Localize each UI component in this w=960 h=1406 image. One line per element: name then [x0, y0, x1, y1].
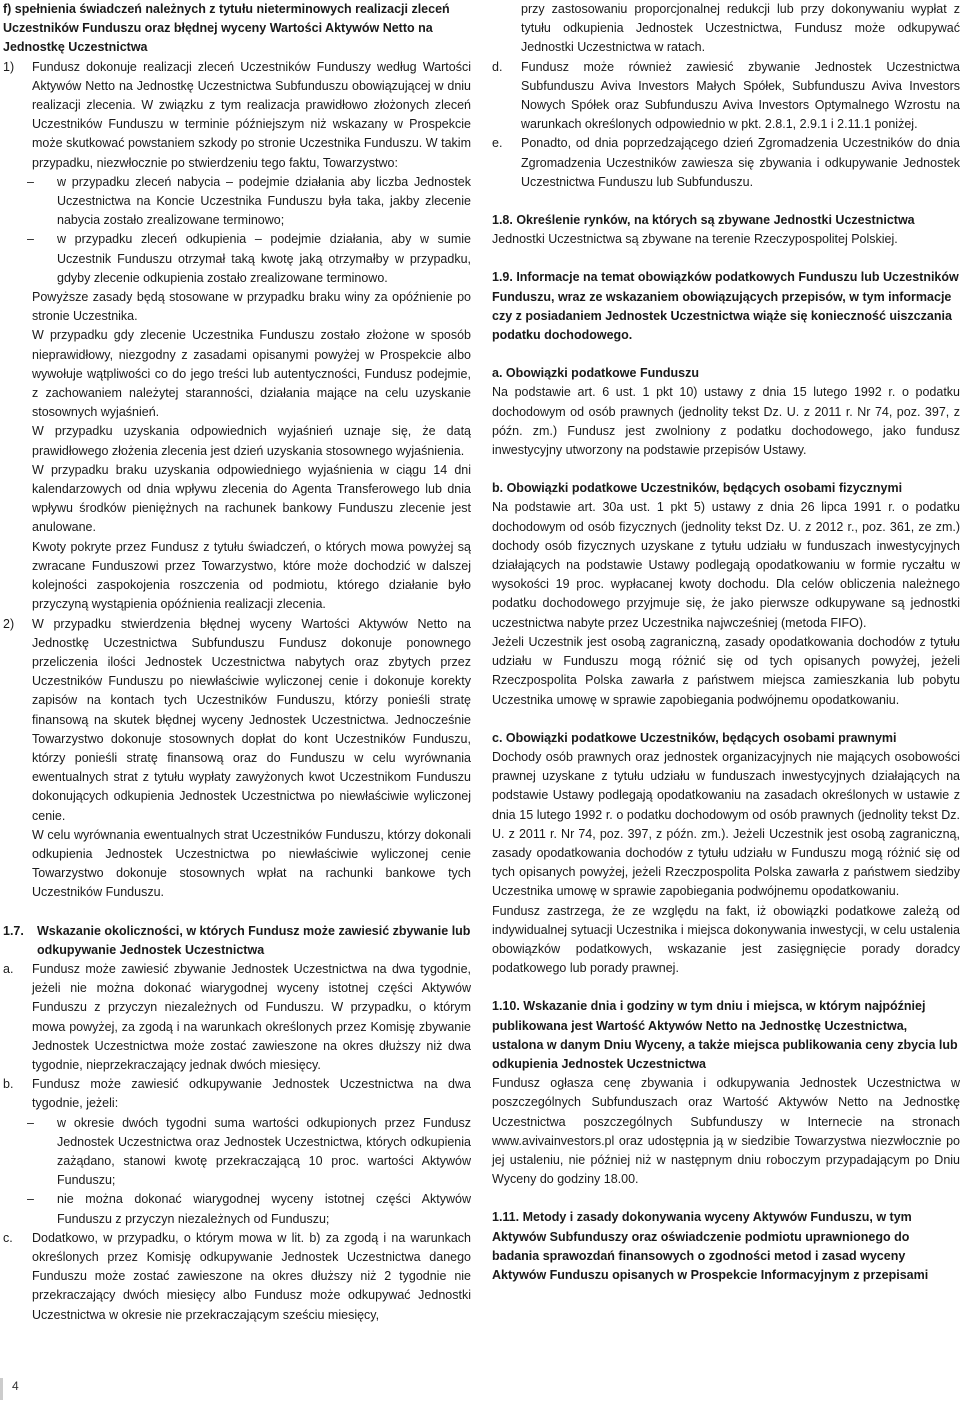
- point-2: [3, 615, 471, 826]
- list-item-e: e. Ponadto, od dnia poprzedzającego dzień Zgromadzenia Uczestników do dnia Zgromadzenia Uczestników zawiesza się zbywania i odkupywanie Jednostek Uczestnictwa Funduszu lub Subfunduszu.: [492, 136, 960, 189]
- list-item-d: d. Fundusz może również zawiesić zbywanie Jednostek Uczestnictwa Subfunduszu Aviva Investors Małych Spółek, Subfunduszu Aviva Investors Nowych Spółek oraz Subfunduszu Aviva Investors Optymalnego Wzrostu na warunkach określonych odpowiednio w pkt. 2.8.1, 2.9.1 i 2.11.1 poniżej.: [492, 59, 960, 132]
- left-column: [3, 0, 471, 1325]
- paragraph: W przypadku gdy zlecenie Uczestnika Funduszu zostało złożone w sposób nieprawidłowy, niezgodny z zasadami opisanymi powyżej w Prospekcie albo wywołuje wątpliwości co do jego treści lub autentyczności, Fundusz podejmie, z zachowaniem należytej staranności, działania mające na celu uzyskanie stosownych wyjaśnień.: [32, 328, 471, 420]
- paragraph: Dochody osób prawnych oraz jednostek organizacyjnych nie mających osobowości prawnej uzyskane z tytułu udziału w funduszach inwestycyjnych działających na podstawie Ustawy podlegają opodatkowaniu na zasadach określonych w ustawie z dnia 15 lutego 1992 r. o podatku dochodowym od osób prawnych (jednolity tekst Dz. U. z 2011 r. Nr 74, poz. 397, z późn. zm.). Jeżeli Uczestnik jest osobą zagraniczną, zasady opodatkowania dochodów z tytułu udziału w Funduszu mogą różnić się od tych opisanych powyżej, jeżeli Rzeczpospolita Polska zawarła z państwem siedziby Uczestnika umowę w sprawie zapobiegania podwójnemu opodatkowaniu.: [492, 749, 960, 899]
- paragraph: Powyższe zasady będą stosowane w przypadku braku winy za opóźnienie po stronie Uczestnika.: [32, 290, 471, 324]
- paragraph: W przypadku uzyskania odpowiednich wyjaśnień uznaje się, że datą prawidłowego złożenia zlecenia jest dzień uzyskania stosownego wyjaśnienia.: [32, 424, 471, 458]
- list-item-b: b. Fundusz może zawiesić odkupywanie Jednostek Uczestnictwa na dwa tygodnie, jeżeli:: [3, 1077, 471, 1111]
- list-item-b-dash-2: – nie można dokonać wiarygodnej wyceny istotnej części Aktywów Funduszu z przyczyn niezależnych od Funduszu;: [27, 1192, 471, 1226]
- paragraph: W przypadku braku uzyskania odpowiedniego wyjaśnienia w ciągu 14 dni kalendarzowych od dnia wpływu zlecenia do Agenta Transferowego lub dnia wpływu środków pieniężnych na rachunek bankowy Funduszu zlecenie jest anulowane.: [32, 462, 471, 535]
- point-1-dash-1: – w przypadku zleceń nabycia – podejmie działania aby liczba Jednostek Uczestnictwa na Koncie Uczestnika Funduszu była taka, jakby zlecenie nabycia zostało zrealizowane terminowo;: [27, 174, 471, 228]
- paragraph: Fundusz ogłasza cenę zbywania i odkupywania Jednostek Uczestnictwa w poszczególnych Subfunduszach oraz Wartość Aktywów Netto na Jednostkę Uczestnictwa poszczególnych Subfunduszy w Internecie na stronach www.avivainvestors.pl oraz udostępnia ją w siedzibie Towarzystwa niezwłocznie po jej ustaleniu, nie później niż w następnym dniu roboczym przypadającym po Dniu Wyceny do godziny 18.00.: [492, 1076, 960, 1187]
- subsection-b-heading: b. Obowiązki podatkowe Uczestników, będących osobami fizycznymi: [492, 481, 903, 496]
- point-1-text: Fundusz dokonuje realizacji zleceń Uczestników Funduszy według Wartości Aktywów Netto na Jednostkę Uczestnictwa Subfunduszu obowiązującej w dniu realizacji zlecenia. W związku z tym realizacja prawidłowo złożonych zleceń Uczestników Funduszu w terminie późniejszym niż wskazany w Prospekcie może skutkować powstaniem szkody po stronie Uczestnika Funduszu. W takim przypadku, niezwłocznie po stwierdzeniu tego faktu, Towarzystwo:: [32, 59, 471, 170]
- section-1-9-heading: 1.9. Informacje na temat obowiązków podatkowych Funduszu lub Uczestników Funduszu, wraz ze wskazaniem obowiązujących przepisów, w tym informacje czy z posiadaniem Jednostek Uczestnictwa wiąże się konieczność uiszczania podatku dochodowego.: [492, 270, 959, 343]
- list-item-c-continued: przy zastosowaniu proporcjonalnej redukcji lub przy dokonywaniu wypłat z tytułu odkupienia Jednostek Uczestnictwa, Fundusz może odkupywać Jednostki Uczestnictwa w ratach.: [521, 2, 960, 55]
- paragraph: Fundusz zastrzega, że ze względu na fakt, iż obowiązki podatkowe zależą od indywidualnej sytuacji Uczestnika i miejsca dokonywania inwestycji, w celu ustalenia obowiązków podatkowych, wskazanie jest zasięgnięcie porady doradcy podatkowego lub porady prawnej.: [492, 903, 960, 976]
- list-item-c: c. Dodatkowo, w przypadku, o którym mowa w lit. b) za zgodą i na warunkach określonych przez Komisję odkupywanie Jednostek Uczestnictwa danego Funduszu może zostać zawieszone na okres dłuższy niż 2 tygodnie nie przekraczający dwóch miesięcy albo Fundusz może odkupywać Jednostki Uczestnictwa w okresie nie przekraczającym sześciu miesięcy,: [3, 1230, 471, 1322]
- point-1: [3, 58, 471, 173]
- paragraph: Na podstawie art. 6 ust. 1 pkt 10) ustawy z dnia 15 lutego 1992 r. o podatku dochodowym od osób prawnych (jednolity tekst Dz. U. z 2011 r. Nr 74, poz. 397, z późn. zm.) Fundusz jest zwolniony z podatku dochodowego, jako fundusz inwestycyjny utworzony na podstawie przepisów Ustawy.: [492, 385, 960, 458]
- section-1-8-heading: 1.8. Określenie rynków, na których są zbywane Jednostki Uczestnictwa: [492, 213, 915, 228]
- paragraph: W celu wyrównania ewentualnych strat Uczestników Funduszu, którzy dokonali odkupienia Jednostek Uczestnictwa po niewłaściwie wyliczonej cenie Towarzystwo dokonuje stosownych wpłat na rachunki bankowe tych Uczestników Funduszu.: [32, 827, 471, 900]
- section-f-heading: f) spełnienia świadczeń należnych z tytułu nieterminowych realizacji zleceń Uczestników Funduszu oraz błędnej wyceny Wartości Aktywów Netto na Jednostkę Uczestnictwa: [3, 2, 450, 55]
- paragraph: Jednostki Uczestnictwa są zbywane na terenie Rzeczypospolitej Polskiej.: [492, 232, 898, 247]
- page-number: 4: [12, 1379, 19, 1393]
- point-1-marker: 1): [3, 59, 15, 74]
- list-item-b-dash-1: – w okresie dwóch tygodni suma wartości odkupionych przez Fundusz Jednostek Uczestnictwa oraz Jednostek Uczestnictwa, których odkupienia zażądano, stanowi kwotę przekraczającą 10 proc. wartości Aktywów Funduszu;: [27, 1115, 471, 1188]
- list-item-a: a. Fundusz może zawiesić zbywanie Jednostek Uczestnictwa na dwa tygodnie, jeżeli nie można dokonać wiarygodnej wyceny istotnej części Aktywów Funduszu z przyczyn niezależnych od Funduszu. W przypadku, o którym mowa powyżej, za zgodą i na warunkach określonych przez Komisję zbywanie Jednostek Uczestnictwa może zostać zawieszone na okres dłuższy niż dwa tygodnie, nieprzekraczający jednak dwóch miesięcy.: [3, 961, 471, 1072]
- paragraph: Kwoty pokryte przez Fundusz z tytułu świadczeń, o których mowa powyżej są zwracane Funduszowi przez Towarzystwo, które może dochodzić w dalszej kolejności zaspokojenia roszczenia od podmiotu, którego działanie było przyczyną wystąpienia opóźnienia realizacji zlecenia.: [32, 539, 471, 612]
- section-1-10-heading: 1.10. Wskazanie dnia i godziny w tym dniu i miejsca, w którym najpóźniej publikowana jest Wartość Aktywów Netto na Jednostkę Uczestnictwa, ustalona w danym Dniu Wyceny, a także miejsca publikowania ceny zbycia lub odkupienia Jednostek Uczestnictwa: [492, 999, 958, 1071]
- section-1-11-heading: 1.11. Metody i zasady dokonywania wyceny Aktywów Funduszu, w tym Aktywów Subfunduszy oraz oświadczenie podmiotu uprawnionego do badania sprawozdań finansowych o zgodności metod i zasad wyceny Aktywów Funduszu opisanych w Prospekcie Informacyjnym z przepisami: [492, 1210, 929, 1282]
- paragraph: Na podstawie art. 30a ust. 1 pkt 5) ustawy z dnia 26 lipca 1991 r. o podatku dochodowym od osób fizycznych (jednolity tekst Dz. U. z 2012 r., poz. 361, ze zm.) dochody osób fizycznych uzyskane z tytułu udziału w funduszach inwestycyjnych działających na podstawie Ustawy podlegają opodatkowaniu w formie ryczałtu w wysokości 19 proc. wypłacanej kwoty dochodu. Dla celów obliczenia należnego podatku dochodowego przyjmuje się, że jako pierwsze odkupywane są jednostki uczestnictwa nabyte przez Uczestnika najwcześniej (metoda FIFO).: [492, 500, 960, 630]
- point-2-marker: 2): [3, 616, 15, 631]
- point-1-dash-2: – w przypadku zleceń odkupienia – podejmie działania, aby w sumie Uczestnik Funduszu otrzymał taką kwotę jaką otrzymałby w przypadku, gdyby zlecenie odkupienia zostało zrealizowane terminowo.: [27, 232, 471, 285]
- section-1-7-heading: 1.7. Wskazanie okoliczności, w których Fundusz może zawiesić zbywanie lub odkupywanie Jednostek Uczestnictwa: [3, 923, 471, 957]
- right-column: [492, 0, 960, 1285]
- paragraph: Jeżeli Uczestnik jest osobą zagraniczną, zasady opodatkowania dochodów z tytułu udziału w Funduszu mogą różnić się od tych opisanych powyżej, jeżeli Rzeczpospolita Polska zawarła z państwem miejsca zamieszkania lub pobytu Uczestnika umowę w sprawie zapobiegania podwójnemu opodatkowaniu.: [492, 634, 960, 707]
- page-edge-marker: [0, 1378, 3, 1400]
- subsection-a-heading: a. Obowiązki podatkowe Funduszu: [492, 366, 699, 381]
- point-2-text: W przypadku stwierdzenia błędnej wyceny Wartości Aktywów Netto na Jednostkę Uczestnictwa Subfunduszu Fundusz dokonuje ponownego przeliczenia ilości Jednostek Uczestnictwa nabytych oraz zbytych przez Uczestników Funduszu po niewłaściwie wyliczonej cenie i dokonuje korekty zapisów na kontach tych Uczestników Funduszu, którzy ponieśli stratę finansową na skutek błędnej wyceny Jednostek Uczestnictwa. Jednocześnie Towarzystwo dokonuje stosownych dopłat do kont Uczestników Funduszu, którzy ponieśli stratę finansową oraz do Funduszu w celu wyrównania ewentualnych strat z tytułu wypłaty zawyżonych kwot Uczestnikom Funduszu dokonujących odkupienia Jednostek Uczestnictwa po niewłaściwie wyliczonej cenie.: [32, 616, 471, 823]
- subsection-c-heading: c. Obowiązki podatkowe Uczestników, będących osobami prawnymi: [492, 730, 897, 745]
